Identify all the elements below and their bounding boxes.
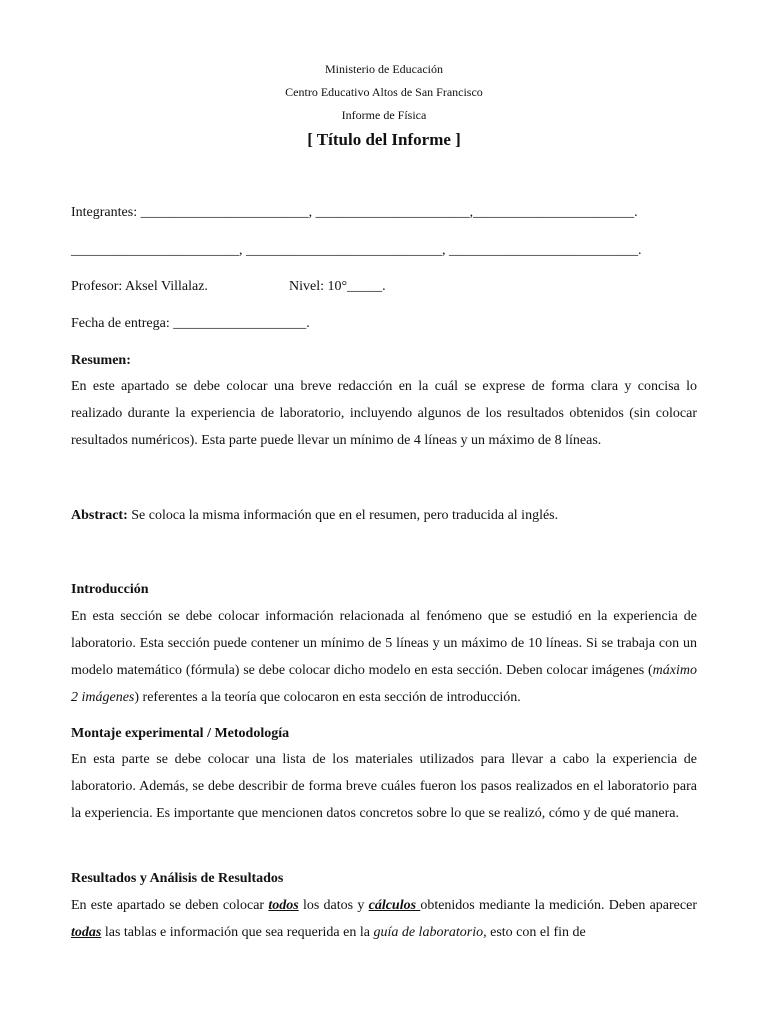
- ministry-line: Ministerio de Educación: [325, 62, 443, 76]
- introduccion-paragraph: [71, 603, 697, 711]
- montaje-paragraph: En esta parte se debe colocar una lista de los materiales utilizados para llevar a cabo la experiencia de laboratorio. Además, se debe describir de forma breve cuáles fueron los pasos realizados en el laboratorio para la experiencia. Es importante que mencionen datos concretos sobre lo que se realizó, cómo y de qué manera.: [71, 752, 697, 821]
- resultados-paragraph: [71, 892, 697, 946]
- resultados-todos: todos: [268, 898, 299, 913]
- abstract-text: Se coloca la misma información que en el resumen, pero traducida al inglés.: [127, 508, 559, 523]
- report-title: [ Título del Informe ]: [307, 130, 461, 149]
- profesor-field: Profesor: Aksel Villalaz.: [71, 279, 208, 294]
- resultados-text-2: los datos y: [298, 898, 369, 913]
- resultados-heading: Resultados y Análisis de Resultados: [71, 871, 284, 886]
- abstract-label: Abstract:: [71, 508, 128, 523]
- resultados-text-5: esto con el fin de: [486, 925, 586, 940]
- intro-text-1: En esta sección se debe colocar información relacionada al fenómeno que se estudió en la experiencia de laboratorio. Esta sección puede contener un mínimo de 5 líneas y un máximo de 10 líneas. Si se trabaja con un modelo matemático (fórmula) se debe colocar dicho modelo en esta sección. Deben colocar imágenes (: [71, 609, 697, 678]
- report-type-line: Informe de Física: [341, 108, 427, 122]
- montaje-heading: Montaje experimental / Metodología: [71, 726, 290, 741]
- integrantes-line-1: Integrantes: ________________________, ______________________,_______________________.: [71, 205, 638, 220]
- school-line: Centro Educativo Altos de San Francisco: [285, 85, 483, 99]
- resultados-calculos: cálculos: [368, 898, 421, 913]
- resultados-text-3: obtenidos mediante la medición. Deben aparecer: [420, 898, 697, 913]
- resumen-heading: Resumen:: [71, 353, 131, 368]
- introduccion-heading: Introducción: [71, 582, 149, 597]
- resumen-paragraph: En este apartado se debe colocar una breve redacción en la cuál se exprese de forma clara y concisa lo realizado durante la experiencia de laboratorio, incluyendo algunos de los resultados obtenidos (sin colocar resultados numéricos). Esta parte puede llevar un mínimo de 4 líneas y un máximo de 8 líneas.: [71, 379, 697, 448]
- intro-text-2: ) referentes a la teoría que colocaron en esta sección de introducción.: [134, 690, 521, 705]
- nivel-field: Nivel: 10°_____.: [289, 279, 386, 294]
- resultados-text-1: En este apartado se deben colocar: [71, 898, 269, 913]
- fecha-entrega-field: Fecha de entrega: ___________________.: [71, 316, 310, 331]
- resultados-todas: todas: [71, 925, 102, 940]
- resultados-text-4: las tablas e información que sea requerida en la: [101, 925, 374, 940]
- integrantes-line-2: ________________________, ____________________________, ___________________________.: [71, 243, 642, 258]
- abstract-paragraph: [71, 502, 697, 529]
- intro-text-italic: máximo 2 imágenes: [71, 663, 697, 705]
- resultados-guia: guía de laboratorio,: [373, 925, 487, 940]
